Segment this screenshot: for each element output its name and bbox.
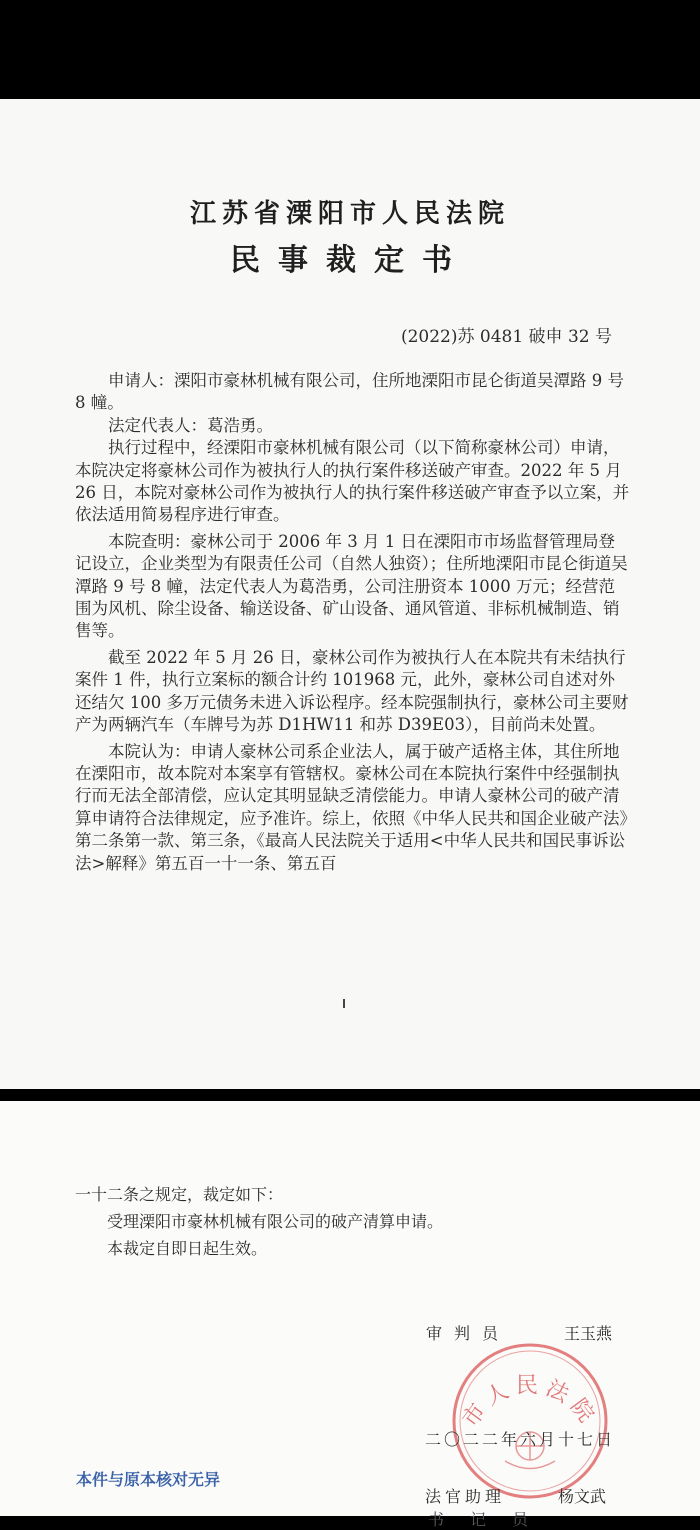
page-2	[0, 1101, 700, 1529]
judge-name: 王玉燕	[564, 1324, 613, 1343]
top-black-bar	[0, 0, 700, 99]
page-1	[0, 99, 700, 1089]
ruling-section	[75, 1181, 630, 1262]
clerk-signature	[425, 1484, 607, 1507]
ruling-line: 受理溧阳市豪林机械有限公司的破产清算申请。	[107, 1212, 444, 1231]
svg-text:市人民法院: 市人民法院	[458, 1373, 602, 1432]
judge-signature	[426, 1321, 613, 1344]
court-name: 江苏省溧阳市人民法院	[189, 199, 510, 229]
court-opinion-paragraph: 本院认为：申请人豪林公司系企业法人，属于破产适格主体，其住所地在溧阳市，故本院对本案享有管辖权。豪林公司在本院执行案件中经强制执行而无法全部清偿，应认定其明显缺乏清偿能力。申请人豪林公司的破产清算申请符合法律规定，应予准许。综上，依照《中华人民共和国企业破产法》第二条第一款、第三条，《最高人民法院关于适用<中华人民共和国民事诉讼法>解释》第五百一十一条、第五百	[75, 741, 628, 873]
document-body	[75, 370, 630, 875]
ruling-date: 二〇二二年六月十七日	[425, 1430, 616, 1449]
page-divider	[0, 1089, 700, 1101]
court-clerk-partial: 书记员	[428, 1510, 555, 1529]
clerk-role: 法官助理	[425, 1487, 506, 1506]
clerk-name: 杨文武	[558, 1487, 607, 1506]
legal-representative-paragraph: 法定代表人：葛浩勇。	[108, 415, 273, 435]
verification-stamp: 本件与原本核对无异	[76, 1470, 221, 1489]
case-number: (2022)苏 0481 破申 32 号	[400, 327, 612, 347]
page-mark	[343, 999, 345, 1008]
applicant-paragraph: 申请人：溧阳市豪林机械有限公司，住所地溧阳市昆仑街道吴潭路 9 号 8 幢。	[75, 371, 624, 413]
debts-paragraph: 截至 2022 年 5 月 26 日，豪林公司作为被执行人在本院共有未结执行案件 1 件，执行立案标的额合计约 101968 元，此外，豪林公司自述对外还结欠 100 多万元债务未进入诉讼程序。经本院强制执行，豪林公司主要财产为两辆汽车（车牌号为苏 D1HW11 和苏 D39E03），目前尚未处置。	[75, 647, 629, 735]
procedure-paragraph: 执行过程中，经溧阳市豪林机械有限公司（以下简称豪林公司）申请，本院决定将豪林公司作为被执行人的执行案件移送破产审查。2022 年 5 月 26 日，本院对豪林公司作为被执行人的执行案件移送破产审查予以立案，并依法适用简易程序进行审查。	[75, 438, 630, 525]
findings-paragraph: 本院查明：豪林公司于 2006 年 3 月 1 日在溧阳市市场监督管理局登记设立，企业类型为有限责任公司（自然人独资）；住所地溧阳市昆仑街道吴潭路 9 号 8 幢，法定代表人为葛浩勇，公司注册资本 1000 万元；经营范围为风机、除尘设备、输送设备、矿山设备、通风管道、非标机械制造、销售等。	[75, 531, 628, 641]
document-title: 民事裁定书	[230, 243, 470, 278]
continuation-line: 一十二条之规定，裁定如下：	[75, 1185, 284, 1204]
court-seal-icon	[445, 1336, 615, 1506]
judge-role: 审判员	[426, 1324, 511, 1343]
effective-line: 本裁定自即日起生效。	[107, 1239, 268, 1258]
